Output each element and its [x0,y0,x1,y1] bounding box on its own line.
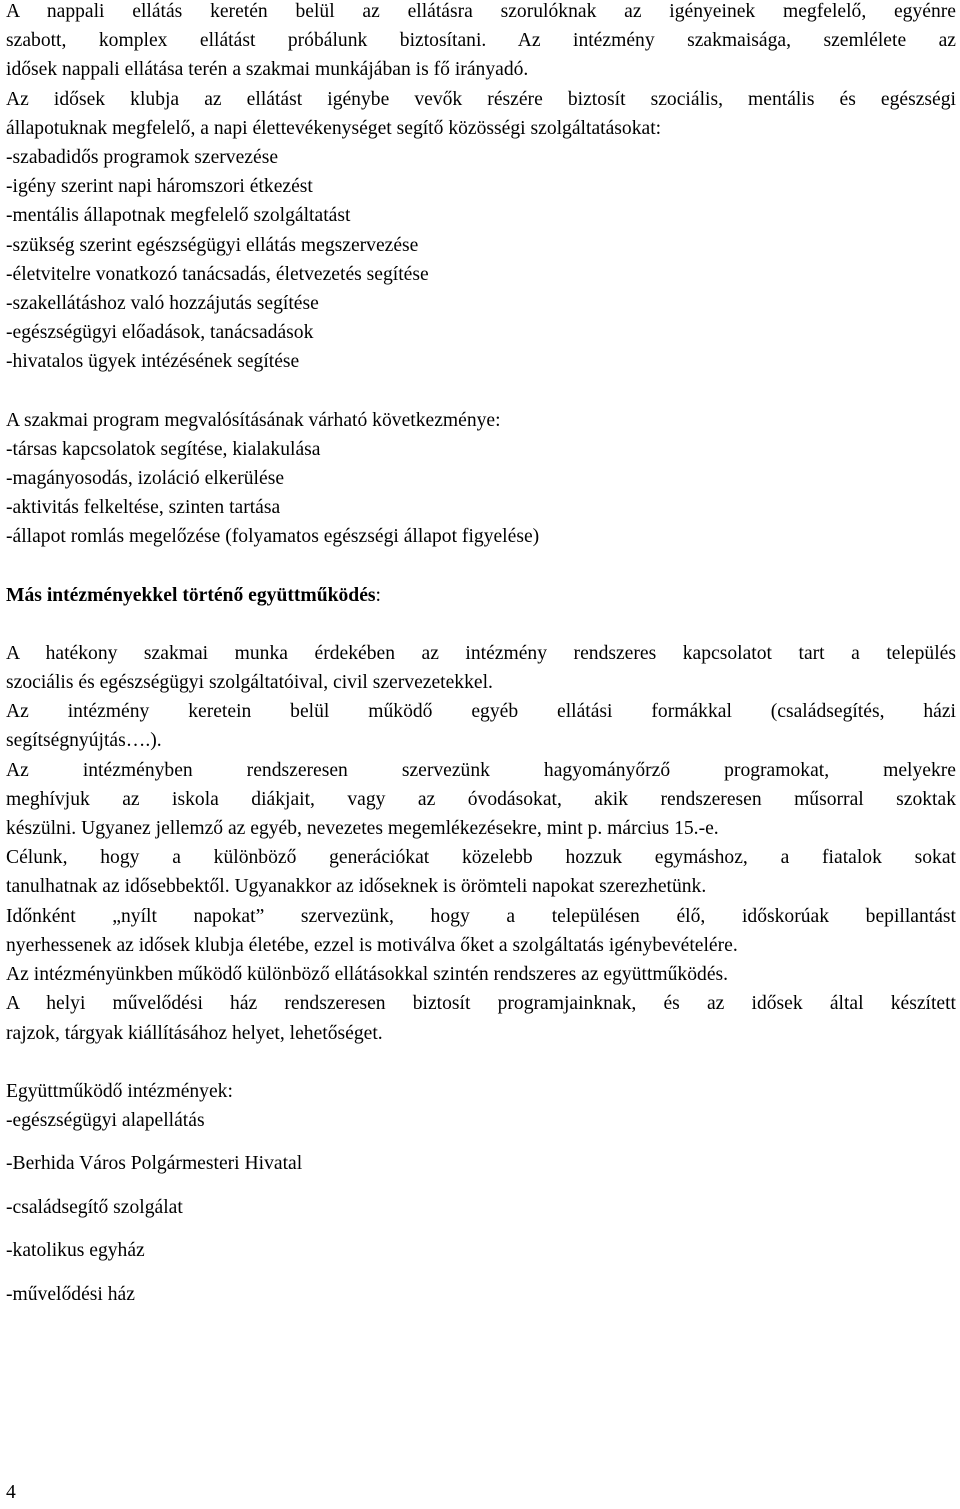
page-number: 4 [6,1482,16,1503]
list-item: -Berhida Város Polgármesteri Hivatal [6,1153,303,1175]
list-item: -aktivitás felkeltése, szinten tartása [6,497,281,519]
list-item: -magányosodás, izoláció elkerülése [6,468,285,490]
paragraph-line: Időnként „nyílt napokat” szervezünk, hogy a településen élő, időskorúak bepillantást [6,905,956,927]
list-item: -katolikus egyház [6,1240,145,1262]
paragraph-line: nyerhessenek az idősek klubja életébe, ezzel is motiválva őket a szolgáltatás igénybevételére. [6,934,738,956]
list-item: -hivatalos ügyek intézésének segítése [6,351,300,373]
list-item: -szabadidős programok szervezése [6,147,279,169]
list-item: -családsegítő szolgálat [6,1196,183,1218]
outcomes-list [6,435,956,552]
list-item: -mentális állapotnak megfelelő szolgáltatást [6,205,351,227]
outcomes-heading: A szakmai program megvalósításának várható következménye: [6,409,501,431]
paragraph-line: Célunk, hogy a különböző generációkat közelebb hozzuk egymáshoz, a fiatalok sokat [6,847,956,869]
cooperation-paragraph [6,639,956,697]
paragraph-line: A hatékony szakmai munka érdekében az intézmény rendszeres kapcsolatot tart a település [6,642,956,664]
cooperation-section [6,581,956,1048]
spacer [6,552,956,581]
list-item: -művelődési ház [6,1283,135,1305]
section-heading [6,581,956,610]
paragraph-line: meghívjuk az iskola diákjait, vagy az óvodásokat, akik rendszeresen műsorral szoktak [6,788,956,810]
intro-line: idősek nappali ellátása terén a szakmai munkájában is fő irányadó. [6,59,529,81]
document-page [6,0,956,1323]
paragraph-line: rajzok, tárgyak kiállításához helyet, lehetőséget. [6,1022,383,1044]
list-item: -egészségügyi alapellátás [6,1109,205,1131]
list-item: -állapot romlás megelőzése (folyamatos egészségi állapot figyelése) [6,526,540,548]
partners-heading: Együttműködő intézmények: [6,1080,233,1102]
services-list [6,143,956,377]
list-item: -társas kapcsolatok segítése, kialakulása [6,438,321,460]
partners-section [6,1077,956,1309]
cooperation-paragraph [6,697,956,755]
intro-line: A nappali ellátás keretén belül az ellátásra szorulóknak az igényeinek megfelelő, egyénre [6,1,956,22]
intro-line: szabott, komplex ellátást próbálunk biztosítani. Az intézmény szakmaisága, szemlélete az [6,30,956,52]
list-item: -szükség szerint egészségügyi ellátás megszervezése [6,234,419,256]
paragraph-line: A helyi művelődési ház rendszeresen biztosít programjainknak, és az idősek által készített [6,993,956,1015]
services-intro-line: Az idősek klubja az ellátást igénybe vevők részére biztosít szociális, mentális és egészségi [6,88,956,110]
spacer [6,1048,956,1077]
intro-paragraph [6,0,956,85]
spacer [6,377,956,406]
cooperation-heading-colon: : [375,584,381,606]
paragraph-line: készülni. Ugyanez jellemző az egyéb, nevezetes megemlékezésekre, mint p. március 15.-e. [6,818,719,840]
paragraph-line: segítségnyújtás….). [6,730,162,752]
cooperation-heading: Más intézményekkel történő együttműködés [6,584,376,606]
paragraph-line: tanulhatnak az idősebbektől. Ugyanakkor az időseknek is örömteli napokat szerezhetünk. [6,876,707,898]
outcomes-section [6,406,956,552]
paragraph-line: Az intézményünkben működő különböző ellátásokkal szintén rendszeres az együttműködés. [6,964,729,986]
cooperation-paragraph [6,756,956,1048]
list-item: -életvitelre vonatkozó tanácsadás, életvezetés segítése [6,263,429,285]
paragraph-line: Az intézményben rendszeresen szervezünk hagyományőrző programokat, melyekre [6,759,956,781]
list-item: -egészségügyi előadások, tanácsadások [6,322,314,344]
paragraph-line: Az intézmény keretein belül működő egyéb ellátási formákkal (családsegítés, házi [6,701,956,723]
spacer [6,610,956,639]
list-item: -szakellátáshoz való hozzájutás segítése [6,293,319,315]
services-section [6,85,956,377]
paragraph-line: szociális és egészségügyi szolgáltatóival, civil szervezetekkel. [6,672,493,694]
services-intro-line: állapotuknak megfelelő, a napi élettevékenységet segítő közösségi szolgáltatásokat: [6,117,662,139]
list-item: -igény szerint napi háromszori étkezést [6,176,313,198]
